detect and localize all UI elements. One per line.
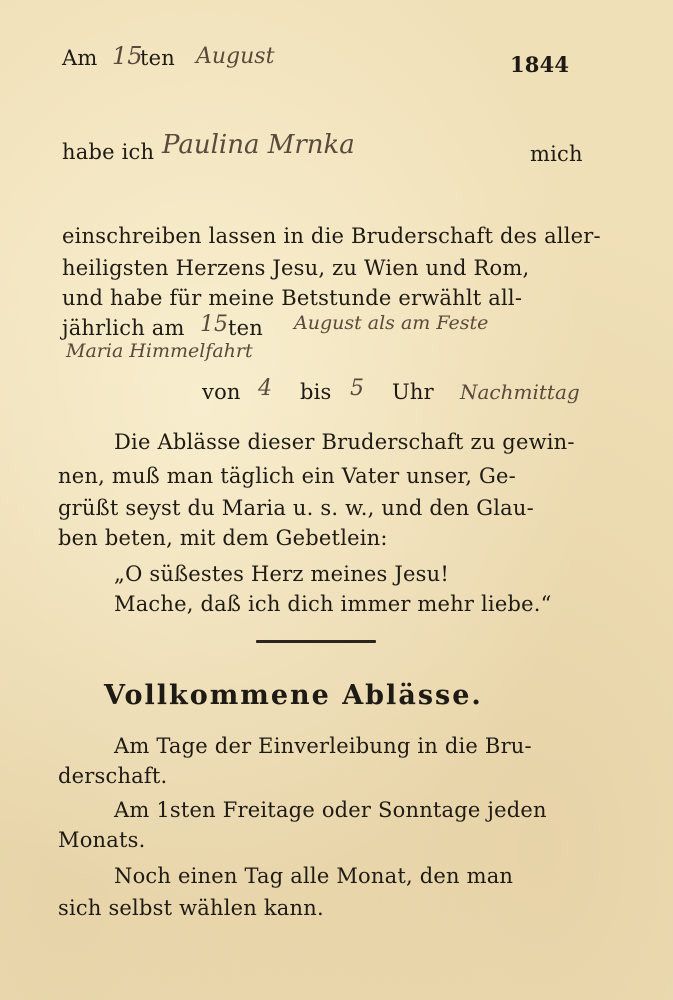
enroll-line5-ten: ten <box>228 316 263 340</box>
time-suffix: Uhr <box>392 380 434 404</box>
time-handwritten-tail: Nachmittag <box>460 380 580 404</box>
enroll-line1-start: habe ich <box>62 140 155 164</box>
prayer-line1: „O süßestes Herz meines Jesu! <box>114 562 449 586</box>
prayer-line2: Mache, daß ich dich immer mehr liebe.“ <box>114 592 552 616</box>
section-divider <box>256 640 376 643</box>
enroll-line6-handwritten: Maria Himmelfahrt <box>66 340 253 362</box>
enroll-line5-start: jährlich am <box>62 316 185 340</box>
time-prefix: von <box>202 380 241 404</box>
enroll-line4: und habe für meine Betstunde erwählt all- <box>62 286 523 310</box>
header-suffix: ten <box>140 46 175 70</box>
item1-line2: derschaft. <box>58 764 168 788</box>
enroll-name-handwritten: Paulina Mrnka <box>162 130 355 160</box>
item2-line2: Monats. <box>58 828 146 852</box>
indulgence-line2: nen, muß man täglich ein Vater unser, Ge- <box>58 464 516 488</box>
enroll-line5-day-handwritten: 15 <box>200 312 228 337</box>
indulgence-line1: Die Ablässe dieser Bruderschaft zu gewin- <box>114 430 575 454</box>
enroll-line5-handwritten: August als am Feste <box>294 312 489 334</box>
item3-line1: Noch einen Tag alle Monat, den man <box>114 864 514 888</box>
header-prefix: Am <box>62 46 98 70</box>
enroll-line2: einschreiben lassen in die Bruderschaft des aller- <box>62 224 601 248</box>
item3-line2: sich selbst wählen kann. <box>58 896 324 920</box>
item2-line1: Am 1sten Freitage oder Sonntage jeden <box>114 798 547 822</box>
enroll-line3: heiligsten Herzens Jesu, zu Wien und Rom, <box>62 256 530 280</box>
header-day-handwritten: 15 <box>112 42 143 70</box>
item1-line1: Am Tage der Einverleibung in die Bru- <box>114 734 532 758</box>
section-heading: Vollkommene Ablässe. <box>104 680 483 711</box>
time-mid: bis <box>300 380 332 404</box>
time-from-handwritten: 4 <box>258 376 272 401</box>
indulgence-line3: grüßt seyst du Maria u. s. w., und den Glau- <box>58 496 534 520</box>
time-to-handwritten: 5 <box>350 376 364 401</box>
enroll-line1-end: mich <box>530 142 583 166</box>
header-month-handwritten: August <box>196 44 275 69</box>
indulgence-line4: ben beten, mit dem Gebetlein: <box>58 526 388 550</box>
header-year: 1844 <box>510 52 570 77</box>
